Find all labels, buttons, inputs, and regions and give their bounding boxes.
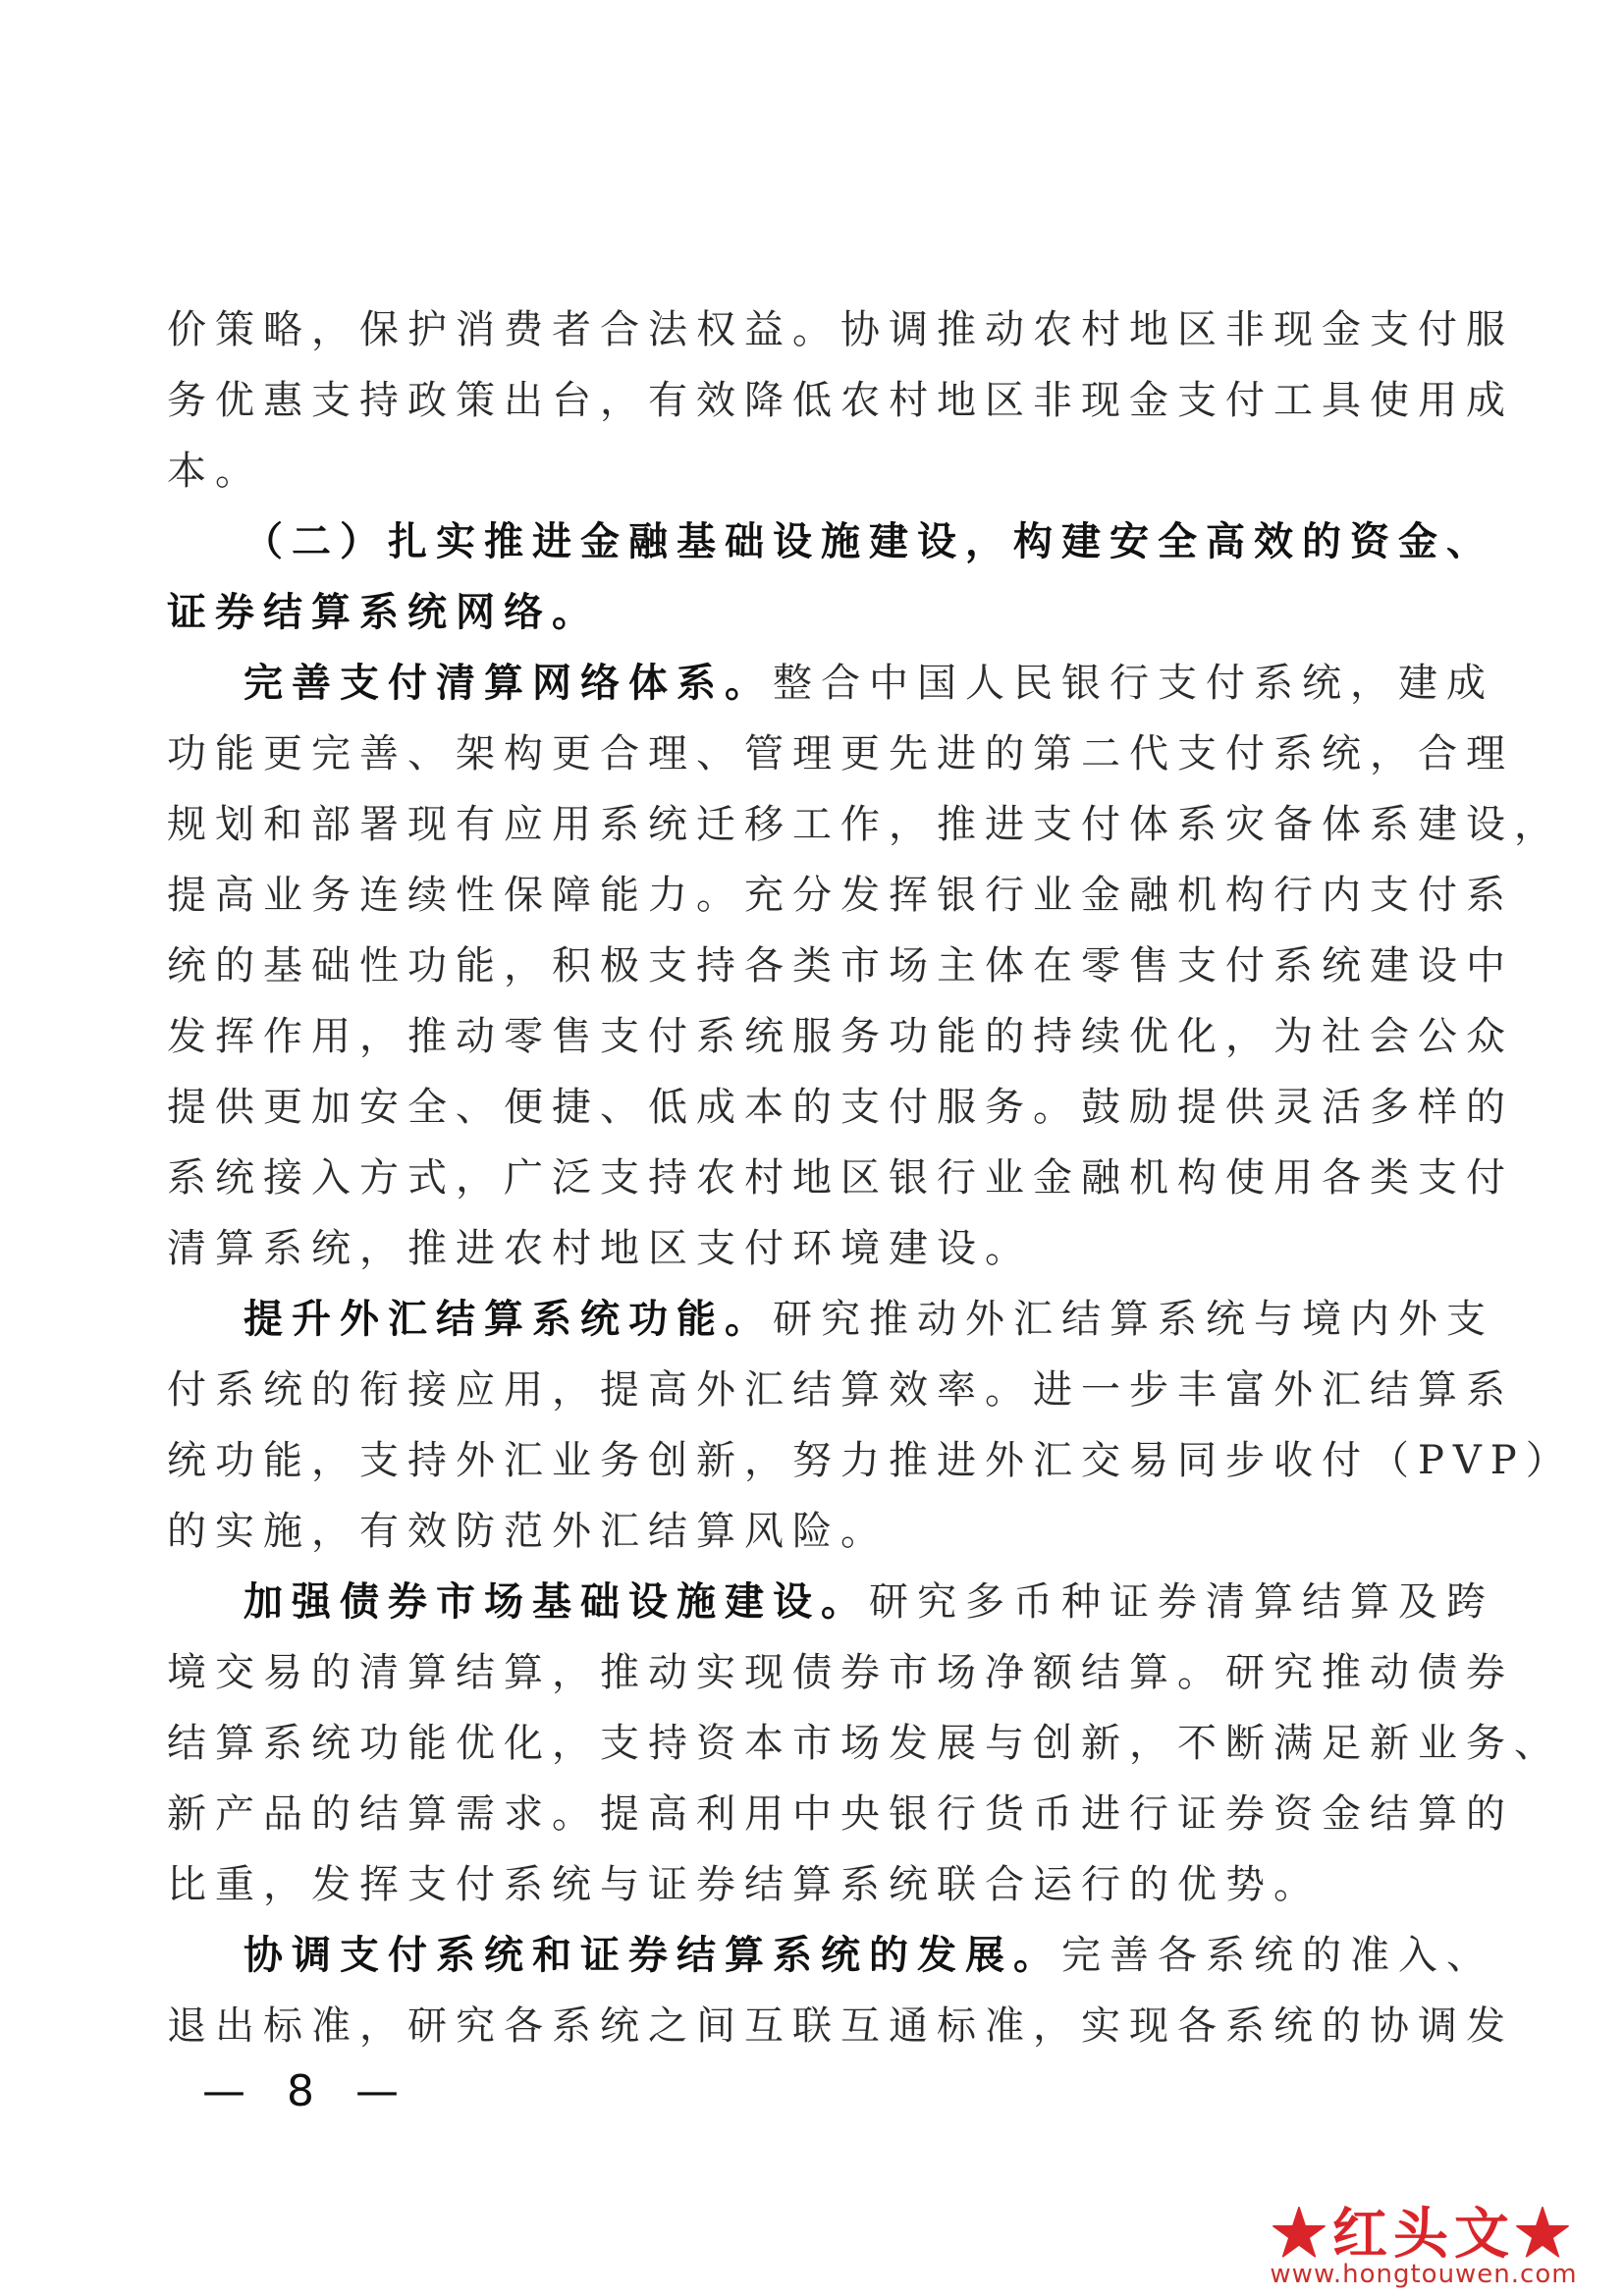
body-line: 退出标准，研究各系统之间互联互通标准，实现各系统的协调发 (167, 2003, 1514, 2049)
body-line: 提供更加安全、便捷、低成本的支付服务。鼓励提供灵活多样的 (167, 1085, 1514, 1130)
body-line: 价策略，保护消费者合法权益。协调推动农村地区非现金支付服 (167, 307, 1514, 352)
body-line: 功能更完善、架构更合理、管理更先进的第二代支付系统，合理 (167, 731, 1514, 776)
body-line: 结算系统功能优化，支持资本市场发展与创新，不断满足新业务、 (167, 1721, 1562, 1766)
body-line: 本。 (167, 449, 263, 494)
watermark-url: www.hongtouwen.com (1270, 2260, 1578, 2289)
paragraph-text: 研究多币种证券清算结算及跨 (869, 1579, 1494, 1625)
watermark-text: 红头文 (1332, 2202, 1515, 2267)
paragraph-first-line (167, 1284, 1494, 1355)
star-icon: ★ (1515, 2202, 1576, 2267)
star-icon: ★ (1272, 2202, 1332, 2267)
page-number: — 8 — (202, 2066, 412, 2116)
paragraph-first-line (167, 1567, 1494, 1637)
document-body (167, 294, 1574, 2061)
site-watermark (1232, 2191, 1615, 2289)
body-line: 清算系统，推进农村地区支付环境建设。 (167, 1226, 1033, 1271)
body-line: 境交易的清算结算，推动实现债券市场净额结算。研究推动债券 (167, 1650, 1514, 1695)
section-heading: （二）扎实推进金融基础设施建设，构建安全高效的资金、 (244, 518, 1494, 564)
body-line: 提高业务连续性保障能力。充分发挥银行业金融机构行内支付系 (167, 873, 1514, 918)
paragraph-first-line (167, 648, 1494, 719)
paragraph-lead: 提升外汇结算系统功能。 (244, 1296, 773, 1342)
paragraph-text: 完善各系统的准入、 (1061, 1933, 1494, 1978)
body-line: 新产品的结算需求。提高利用中央银行货币进行证券资金结算的 (167, 1791, 1514, 1837)
body-line: 系统接入方式，广泛支持农村地区银行业金融机构使用各类支付 (167, 1155, 1514, 1201)
paragraph-text: 研究推动外汇结算系统与境内外支 (773, 1297, 1494, 1342)
body-line: 务优惠支持政策出台，有效降低农村地区非现金支付工具使用成 (167, 378, 1514, 423)
body-line: 比重，发挥支付系统与证券结算系统联合运行的优势。 (167, 1862, 1322, 1907)
body-line: 规划和部署现有应用系统迁移工作，推进支付体系灾备体系建设， (167, 802, 1562, 847)
paragraph-lead: 加强债券市场基础设施建设。 (244, 1578, 869, 1625)
section-heading-cont: 证券结算系统网络。 (167, 589, 600, 635)
body-line: 付系统的衔接应用，提高外汇结算效率。进一步丰富外汇结算系 (167, 1367, 1514, 1413)
body-line: 统功能，支持外汇业务创新，努力推进外汇交易同步收付（PVP） (167, 1438, 1574, 1483)
body-line: 的实施，有效防范外汇结算风险。 (167, 1509, 889, 1554)
paragraph-text: 整合中国人民银行支付系统，建成 (773, 661, 1494, 706)
paragraph-lead: 协调支付系统和证券结算系统的发展。 (244, 1932, 1061, 1978)
paragraph-lead: 完善支付清算网络体系。 (244, 660, 773, 706)
watermark-title (1232, 2191, 1615, 2269)
paragraph-first-line (167, 1920, 1494, 1991)
body-line: 发挥作用，推动零售支付系统服务功能的持续优化，为社会公众 (167, 1014, 1514, 1059)
body-line: 统的基础性功能，积极支持各类市场主体在零售支付系统建设中 (167, 943, 1514, 988)
